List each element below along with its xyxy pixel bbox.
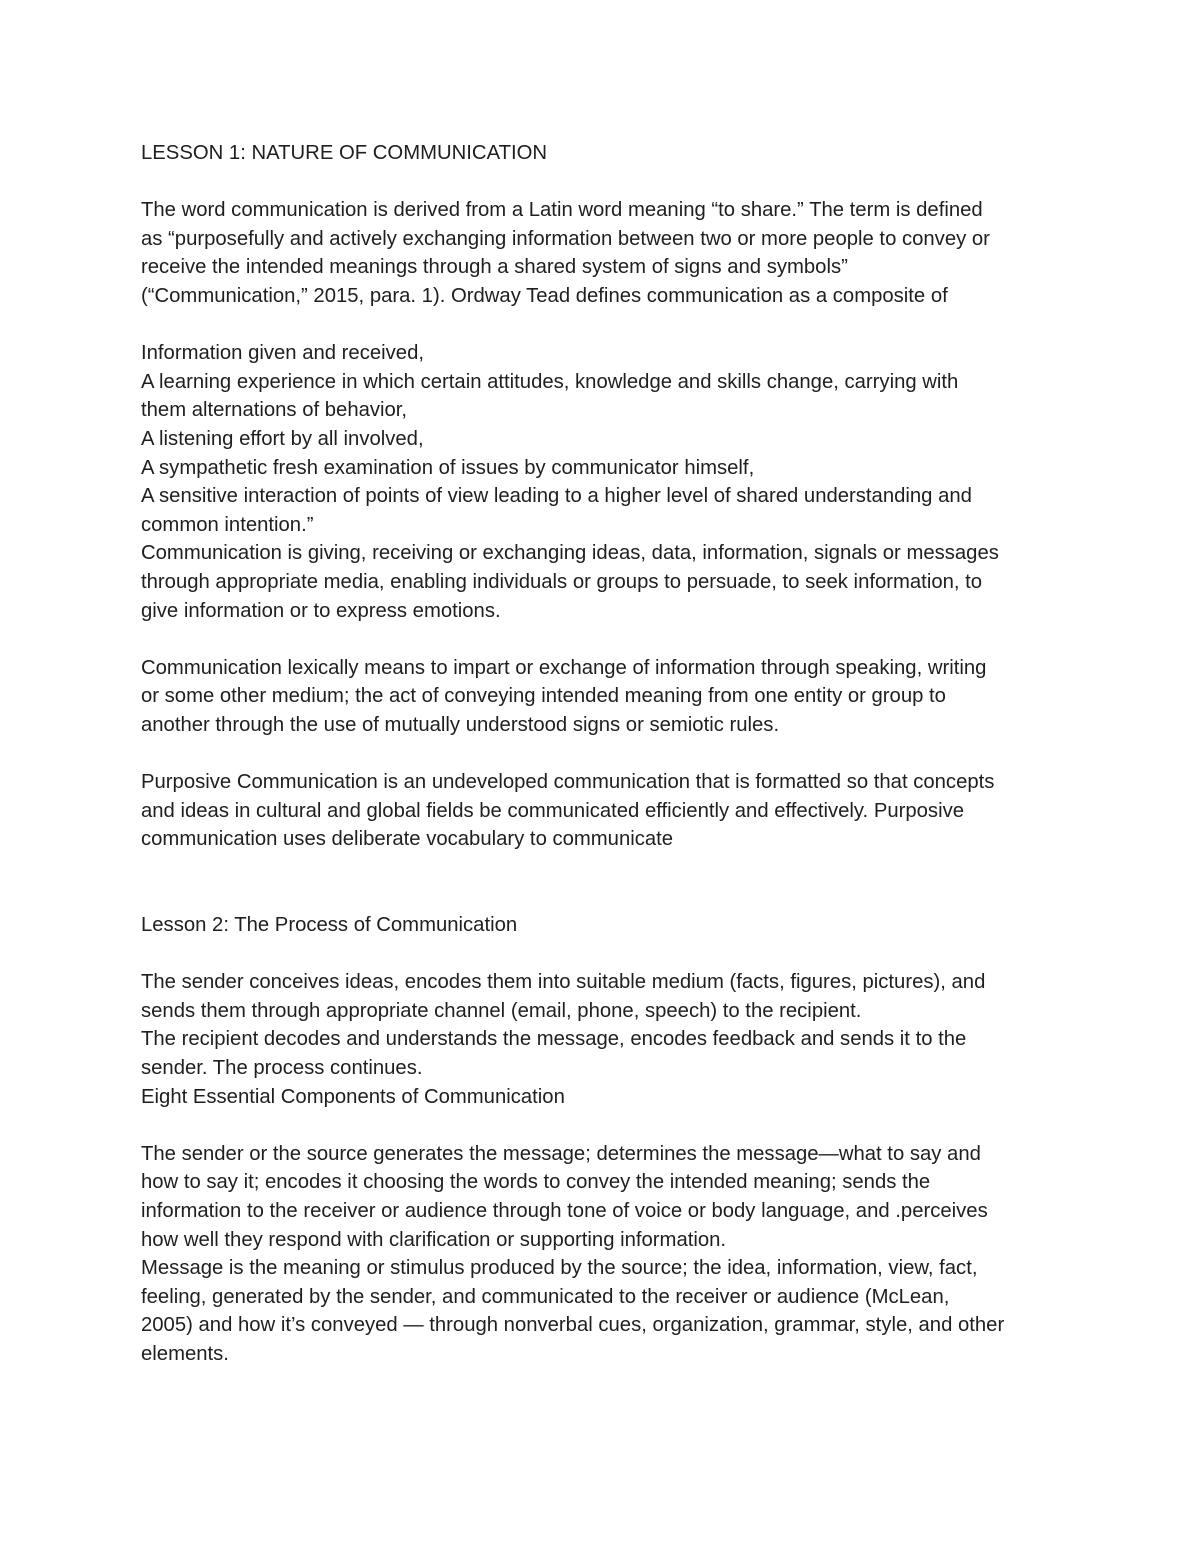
text-line: communication uses deliberate vocabulary to communicate — [141, 828, 674, 851]
text-line: sender. The process continues. — [141, 1057, 423, 1079]
list-line: Communication is giving, receiving or exchanging ideas, data, information, signals or messages — [141, 542, 999, 565]
section-heading: Eight Essential Components of Communication — [141, 1085, 565, 1108]
text-line: The sender or the source generates the message; determines the message—what to say and — [141, 1142, 981, 1165]
list-line: Information given and received, — [141, 342, 424, 365]
lesson2-title: Lesson 2: The Process of Communication — [141, 914, 518, 937]
text-line: another through the use of mutually understood signs or semiotic rules. — [141, 713, 780, 736]
text-line: Message is the meaning or stimulus produced by the source; the idea, information, view, fact, — [141, 1257, 978, 1280]
text-line: The sender conceives ideas, encodes them into suitable medium (facts, figures, pictures), and — [141, 971, 986, 994]
text-line: Purposive Communication is an undeveloped communication that is formatted so that concepts — [141, 771, 995, 794]
text-line: 2005) and how it’s conveyed — through nonverbal cues, organization, grammar, style, and other — [141, 1314, 1005, 1337]
spacer — [141, 739, 1081, 768]
text-line: and ideas in cultural and global fields be communicated efficiently and effectively. Purposive — [141, 799, 965, 822]
text-line: The word communication is derived from a Latin word meaning “to share.” The term is defined — [141, 199, 983, 222]
list-line: A sensitive interaction of points of view leading to a higher level of shared understanding and — [141, 485, 972, 508]
text-line: how to say it; encodes it choosing the words to convey the intended meaning; sends the — [141, 1171, 931, 1194]
spacer — [141, 168, 1081, 197]
text-line: sends them through appropriate channel (email, phone, speech) to the recipient. — [141, 999, 862, 1022]
list-line: A listening effort by all involved, — [141, 427, 424, 450]
text-line: Communication lexically means to impart or exchange of information through speaking, writing — [141, 656, 987, 679]
text-line: feeling, generated by the sender, and communicated to the receiver or audience (McLean, — [141, 1285, 950, 1308]
lesson1-title: LESSON 1: NATURE OF COMMUNICATION — [141, 142, 548, 164]
list-line: common intention.” — [141, 513, 314, 536]
list-line: A learning experience in which certain attitudes, knowledge and skills change, carrying with — [141, 370, 959, 393]
document-body — [141, 139, 1081, 1369]
spacer — [141, 854, 1081, 911]
spacer — [141, 311, 1081, 340]
text-line: receive the intended meanings through a shared system of signs and symbols” — [141, 256, 848, 279]
spacer — [141, 1111, 1081, 1140]
text-line: how well they respond with clarification or supporting information. — [141, 1228, 727, 1251]
list-line: give information or to express emotions. — [141, 599, 501, 622]
text-line: or some other medium; the act of conveying intended meaning from one entity or group to — [141, 685, 946, 708]
text-line: The recipient decodes and understands the message, encodes feedback and sends it to the — [141, 1028, 967, 1051]
spacer — [141, 940, 1081, 969]
list-line: through appropriate media, enabling individuals or groups to persuade, to seek information, to — [141, 570, 983, 593]
list-line: them alternations of behavior, — [141, 399, 408, 422]
text-line: (“Communication,” 2015, para. 1). Ordway Tead defines communication as a composite of — [141, 284, 948, 307]
text-line: elements. — [141, 1342, 229, 1365]
list-line: A sympathetic fresh examination of issues by communicator himself, — [141, 456, 755, 479]
spacer — [141, 625, 1081, 654]
text-line: information to the receiver or audience through tone of voice or body language, and .perceives — [141, 1199, 988, 1222]
text-line: as “purposefully and actively exchanging information between two or more people to convey or — [141, 227, 990, 250]
